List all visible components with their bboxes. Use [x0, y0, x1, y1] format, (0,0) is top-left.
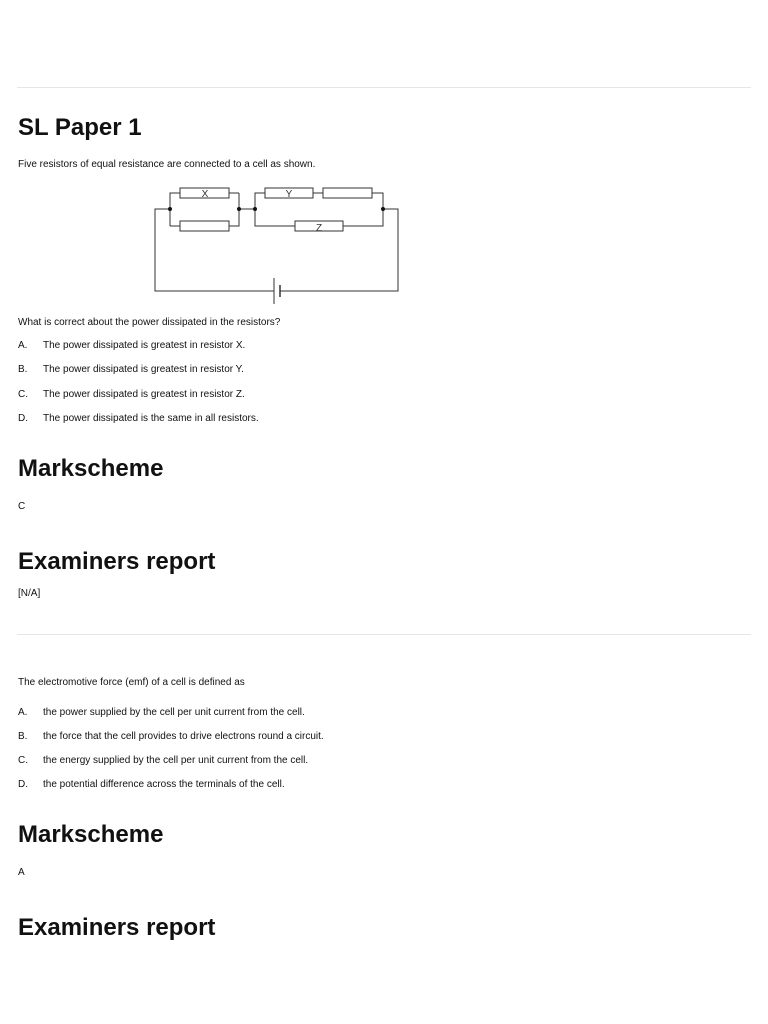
option-text: The power dissipated is greatest in resistor Z.	[43, 389, 245, 400]
examiners-report-text: [N/A]	[18, 588, 41, 599]
cell-symbol	[274, 278, 280, 304]
examiners-report-heading: Examiners report	[18, 914, 216, 941]
option-text: The power dissipated is the same in all resistors.	[43, 413, 259, 424]
option-d	[18, 779, 285, 790]
resistor	[323, 188, 372, 198]
question-text: The electromotive force (emf) of a cell is defined as	[18, 677, 245, 688]
question-intro: Five resistors of equal resistance are connected to a cell as shown.	[18, 159, 316, 170]
option-a	[18, 340, 245, 351]
option-letter: A.	[18, 707, 28, 718]
markscheme-answer: C	[18, 501, 26, 512]
circuit-wires	[155, 193, 398, 291]
option-b	[18, 364, 244, 375]
option-c	[18, 389, 245, 400]
question-text: What is correct about the power dissipated in the resistors?	[18, 317, 281, 328]
markscheme-heading: Markscheme	[18, 821, 164, 848]
label-y: Y	[285, 189, 293, 200]
label-x: X	[201, 189, 209, 200]
option-letter: B.	[18, 731, 28, 742]
option-a	[18, 707, 305, 718]
section-title: SL Paper 1	[18, 114, 142, 141]
option-b	[18, 731, 324, 742]
option-c	[18, 755, 308, 766]
markscheme-answer: A	[18, 867, 25, 878]
option-text: The power dissipated is greatest in resistor Y.	[43, 364, 244, 375]
option-text: the power supplied by the cell per unit current from the cell.	[43, 707, 305, 718]
option-text: The power dissipated is greatest in resistor X.	[43, 340, 246, 351]
option-letter: D.	[18, 779, 28, 790]
option-letter: C.	[18, 755, 28, 766]
divider	[17, 634, 751, 635]
option-letter: C.	[18, 389, 28, 400]
option-text: the potential difference across the terminals of the cell.	[43, 779, 285, 790]
option-letter: D.	[18, 413, 28, 424]
option-letter: B.	[18, 364, 28, 375]
label-z: Z	[315, 223, 323, 234]
resistor	[180, 221, 229, 231]
markscheme-heading: Markscheme	[18, 455, 164, 482]
option-letter: A.	[18, 340, 28, 351]
examiners-report-heading: Examiners report	[18, 548, 216, 575]
option-text: the force that the cell provides to drive electrons round a circuit.	[43, 731, 324, 742]
junction-dots	[168, 207, 385, 211]
option-text: the energy supplied by the cell per unit current from the cell.	[43, 755, 309, 766]
option-d	[18, 413, 259, 424]
